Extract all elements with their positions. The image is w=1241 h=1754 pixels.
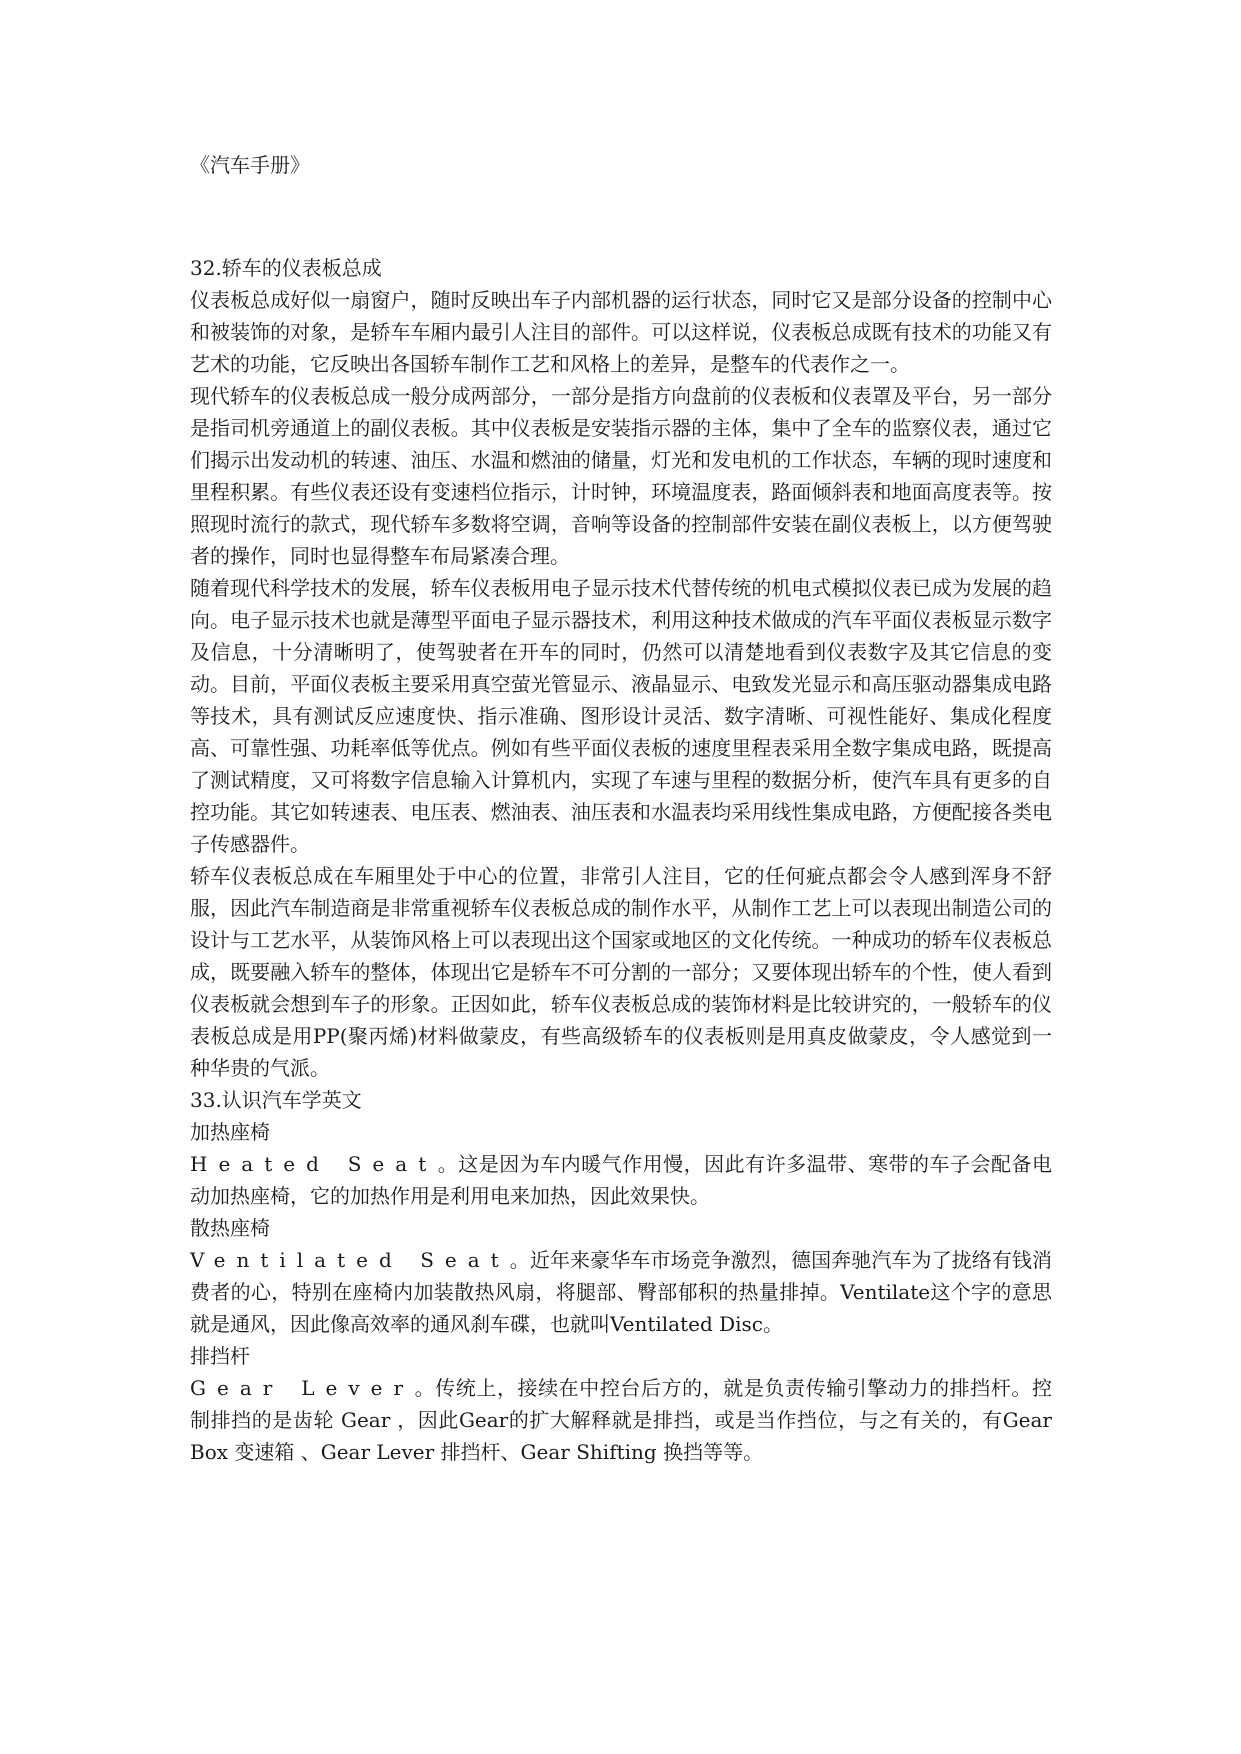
- book-title: 《汽车手册》: [190, 153, 310, 177]
- section-32-heading: 32.轿车的仪表板总成: [190, 256, 382, 280]
- term-gear-lever: 排挡杆: [190, 1344, 250, 1368]
- term-explanation: 。传统上，接续在中控台后方的，就是负责传输引擎动力的排挡杆。控制排挡的是齿轮 Gear ，因此Gear的扩大解释就是排挡，或是当作挡位，与之有关的，有Gear Box 变速箱 、Gear Lever 排挡杆、Gear Shifting 换挡等等。: [190, 1376, 1052, 1464]
- section-32-paragraph-1: 仪表板总成好似一扇窗户，随时反映出车子内部机器的运行状态，同时它又是部分设备的控制中心和被装饰的对象，是轿车车厢内最引人注目的部件。可以这样说，仪表板总成既有技术的功能又有艺术的功能，它反映出各国轿车制作工艺和风格上的差异，是整车的代表作之一。: [190, 288, 1052, 376]
- section-32-paragraph-4: 轿车仪表板总成在车厢里处于中心的位置，非常引人注目，它的任何疵点都会令人感到浑身不舒服，因此汽车制造商是非常重视轿车仪表板总成的制作水平，从制作工艺上可以表现出制造公司的设计与工艺水平，从装饰风格上可以表现出这个国家或地区的文化传统。一种成功的轿车仪表板总成，既要融入轿车的整体，体现出它是轿车不可分割的一部分；又要体现出轿车的个性，使人看到仪表板就会想到车子的形象。正因如此，轿车仪表板总成的装饰材料是比较讲究的，一般轿车的仪表板总成是用PP(聚丙烯)材料做蒙皮，有些高级轿车的仪表板则是用真皮做蒙皮，令人感觉到一种华贵的气派。: [190, 864, 1052, 1080]
- english-term: Gear Lever: [190, 1376, 415, 1400]
- english-term: Heated Seat: [190, 1152, 438, 1176]
- section-32-paragraph-2: 现代轿车的仪表板总成一般分成两部分，一部分是指方向盘前的仪表板和仪表罩及平台，另一部分是指司机旁通道上的副仪表板。其中仪表板是安装指示器的主体，集中了全车的监察仪表，通过它们揭示出发动机的转速、油压、水温和燃油的储量，灯光和发电机的工作状态，车辆的现时速度和里程积累。有些仪表还设有变速档位指示，计时钟，环境温度表，路面倾斜表和地面高度表等。按照现时流行的款式，现代轿车多数将空调，音响等设备的控制部件安装在副仪表板上，以方便驾驶者的操作，同时也显得整车布局紧凑合理。: [190, 384, 1052, 568]
- section-32-paragraph-3: 随着现代科学技术的发展，轿车仪表板用电子显示技术代替传统的机电式模拟仪表已成为发展的趋向。电子显示技术也就是薄型平面电子显示器技术，利用这种技术做成的汽车平面仪表板显示数字及信息，十分清晰明了，使驾驶者在开车的同时，仍然可以清楚地看到仪表数字及其它信息的变动。目前，平面仪表板主要采用真空萤光管显示、液晶显示、电致发光显示和高压驱动器集成电路等技术，具有测试反应速度快、指示准确、图形设计灵活、数字清晰、可视性能好、集成化程度高、可靠性强、功耗率低等优点。例如有些平面仪表板的速度里程表采用全数字集成电路，既提高了测试精度，又可将数字信息输入计算机内，实现了车速与里程的数据分析，使汽车具有更多的自控功能。其它如转速表、电压表、燃油表、油压表和水温表均采用线性集成电路，方便配接各类电子传感器件。: [190, 576, 1052, 856]
- term-explanation: 。这是因为车内暖气作用慢，因此有许多温带、寒带的车子会配备电动加热座椅，它的加热作用是利用电来加热，因此效果快。: [190, 1152, 1053, 1208]
- term-heated-seat: 加热座椅: [190, 1120, 270, 1144]
- english-term: Ventilated Seat: [190, 1248, 510, 1272]
- term-explanation: 。近年来豪华车市场竞争激烈，德国奔驰汽车为了拢络有钱消费者的心，特别在座椅内加装散热风扇，将腿部、臀部郁积的热量排掉。Ventilate这个字的意思就是通风，因此像高效率的通风刹车碟，也就叫Ventilated Disc。: [190, 1248, 1053, 1336]
- term-ventilated-seat-description: [190, 1244, 1052, 1340]
- document-page: [190, 148, 1052, 1708]
- document-body: [190, 252, 1052, 1468]
- term-gear-lever-description: [190, 1372, 1052, 1468]
- term-heated-seat-description: [190, 1148, 1052, 1212]
- section-33-heading: 33.认识汽车学英文: [190, 1088, 362, 1112]
- term-ventilated-seat: 散热座椅: [190, 1216, 270, 1240]
